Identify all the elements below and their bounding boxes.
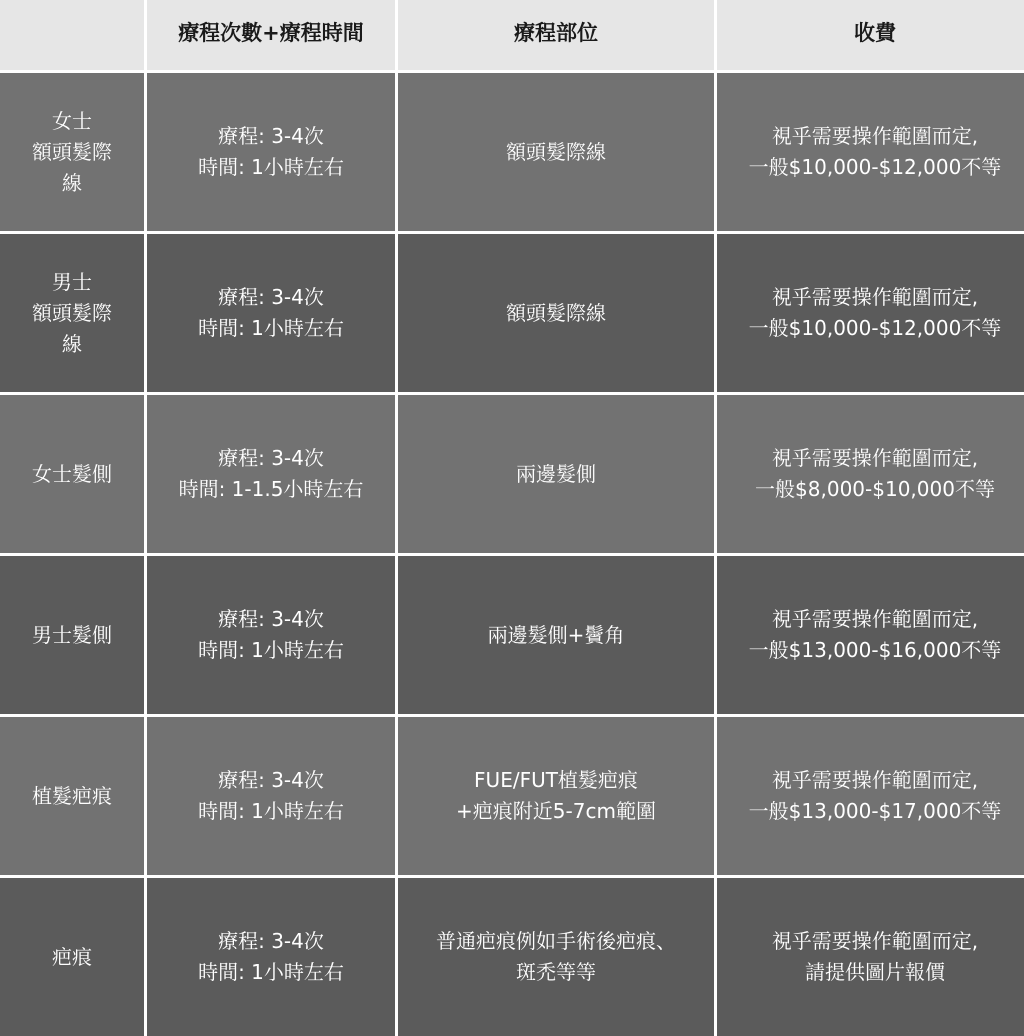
session-cell: 療程: 3-4次 時間: 1小時左右 (147, 73, 395, 231)
row-label: 女士 額頭髮際 線 (0, 73, 144, 231)
area-cell: 兩邊髮側 (398, 395, 714, 553)
price-cell: 視乎需要操作範圍而定, 一般$13,000-$16,000不等 (717, 556, 1024, 714)
session-cell: 療程: 3-4次 時間: 1小時左右 (147, 556, 395, 714)
price-cell: 視乎需要操作範圍而定, 一般$10,000-$12,000不等 (717, 73, 1024, 231)
area-cell: 普通疤痕例如手術後疤痕、 斑禿等等 (398, 878, 714, 1036)
header-treatment-area: 療程部位 (398, 0, 714, 70)
session-cell: 療程: 3-4次 時間: 1小時左右 (147, 717, 395, 875)
area-cell: 額頭髮際線 (398, 73, 714, 231)
area-cell: 額頭髮際線 (398, 234, 714, 392)
header-corner (0, 0, 144, 70)
price-cell: 視乎需要操作範圍而定, 一般$10,000-$12,000不等 (717, 234, 1024, 392)
session-cell: 療程: 3-4次 時間: 1小時左右 (147, 234, 395, 392)
price-cell: 視乎需要操作範圍而定, 一般$13,000-$17,000不等 (717, 717, 1024, 875)
session-cell: 療程: 3-4次 時間: 1小時左右 (147, 878, 395, 1036)
price-cell: 視乎需要操作範圍而定, 一般$8,000-$10,000不等 (717, 395, 1024, 553)
price-cell: 視乎需要操作範圍而定, 請提供圖片報價 (717, 878, 1024, 1036)
row-label: 男士 額頭髮際 線 (0, 234, 144, 392)
row-label: 植髮疤痕 (0, 717, 144, 875)
row-label: 男士髮側 (0, 556, 144, 714)
row-label: 疤痕 (0, 878, 144, 1036)
area-cell: FUE/FUT植髮疤痕 +疤痕附近5-7cm範圍 (398, 717, 714, 875)
area-cell: 兩邊髮側+鬢角 (398, 556, 714, 714)
row-label: 女士髮側 (0, 395, 144, 553)
header-sessions-time: 療程次數+療程時間 (147, 0, 395, 70)
header-fee: 收費 (717, 0, 1024, 70)
session-cell: 療程: 3-4次 時間: 1-1.5小時左右 (147, 395, 395, 553)
